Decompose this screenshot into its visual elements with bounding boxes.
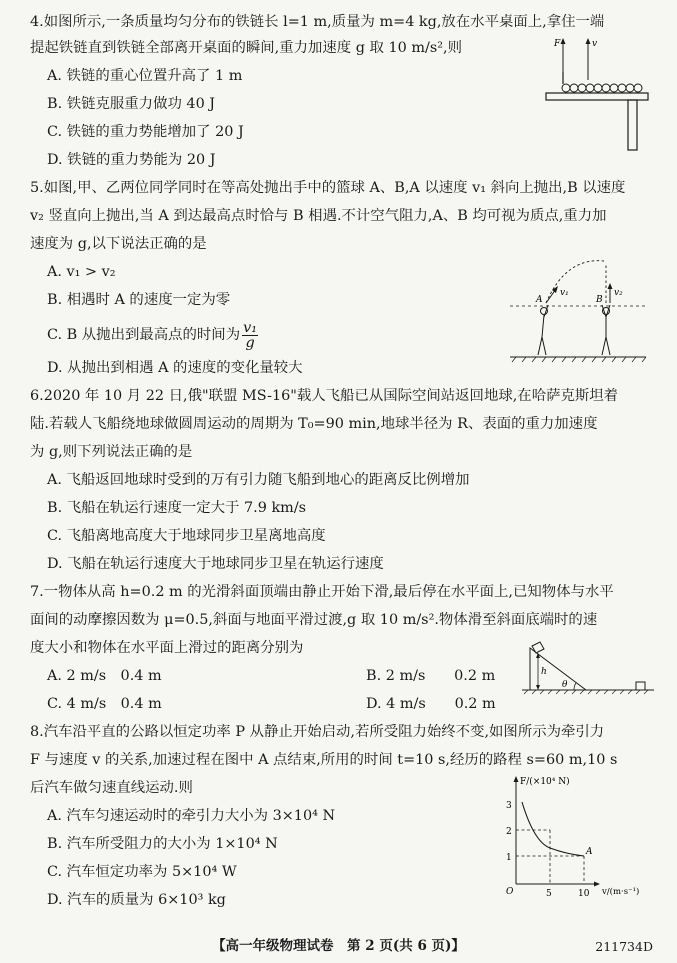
q4-stem-line1: 4.如图所示,一条质量均匀分布的铁链长 l=1 m,质量为 m=4 kg,放在水平桌面上,拿住一端 — [30, 14, 605, 30]
q7-stem-line1: 7.一物体从高 h=0.2 m 的光滑斜面顶端由静止开始下滑,最后停在水平面上,已知物体与水平 — [30, 584, 614, 600]
q6-option-b: B. 飞船在轨运行速度一定大于 7.9 km/s — [47, 500, 307, 516]
q8-option-c: C. 汽车恒定功率为 5×10⁴ W — [47, 864, 237, 880]
q7-figure-svg — [520, 640, 658, 696]
q5-basketball-figure — [506, 255, 656, 365]
q8-x-tick-5: 5 — [546, 889, 552, 898]
q4-velocity-arrowhead — [586, 38, 591, 44]
q5-v1-arrowhead — [552, 286, 558, 293]
q6-option-a: A. 飞船返回地球时受到的万有引力随飞船到地心的距离反比例增加 — [47, 472, 470, 488]
q5-option-a: A. v₁ > v₂ — [47, 264, 116, 280]
q8-guide-lines — [516, 830, 584, 884]
q4-option-a: A. 铁链的重心位置升高了 1 m — [47, 68, 243, 84]
q5-stem-line2: v₂ 竖直向上抛出,当 A 到达最高点时恰与 B 相遇.不计空气阻力,A、B 均可视为质点,重力加 — [30, 208, 607, 224]
q5-stem-line1: 5.如图,甲、乙两位同学同时在等高处抛出手中的篮球 A、B,A 以速度 v₁ 斜向上抛出,B 以速度 — [30, 180, 626, 196]
q8-stem-line1: 8.汽车沿平直的公路以恒定功率 P 从静止开始启动,若所受阻力始终不变,如图所示为牵引力 — [30, 724, 605, 740]
q6-option-d: D. 飞船在轨运行速度大于地球同步卫星在轨运行速度 — [47, 556, 384, 572]
q8-y-tick-2: 2 — [506, 827, 512, 837]
q7-label-h: h — [541, 667, 547, 677]
q6-stem-line3: 为 g,则下列说法正确的是 — [30, 444, 193, 460]
q7-option-d: D. 4 m/s 0.2 m — [366, 696, 496, 712]
q7-incline-figure — [520, 640, 658, 696]
q4-stem-line2: 提起铁链直到铁链全部离开桌面的瞬间,重力加速度 g 取 10 m/s²,则 — [30, 40, 462, 56]
q8-y-axis-arrow — [514, 776, 519, 782]
q7-height-arrow-bottom — [536, 685, 540, 690]
q8-curve — [522, 802, 584, 856]
q6-stem-line2: 陆.若载人飞船绕地球做圆周运动的周期为 T₀=90 min,地球半径为 R、表面的重力加速度 — [30, 416, 598, 432]
q4-chain — [562, 84, 642, 92]
q8-point-a-label: A — [586, 847, 593, 857]
q7-label-theta: θ — [562, 680, 568, 690]
q5-option-c-fraction — [242, 321, 258, 350]
q8-option-a: A. 汽车匀速运动时的牵引力大小为 3×10⁴ N — [47, 808, 336, 824]
q5-label-v2: v₂ — [614, 288, 623, 298]
q8-y-tick-1: 1 — [506, 853, 512, 863]
q5-label-v1: v₁ — [560, 288, 569, 298]
q4-option-c: C. 铁链的重力势能增加了 20 J — [47, 124, 244, 140]
q7-option-c: C. 4 m/s 0.4 m — [47, 696, 162, 712]
q7-stem-line2: 面间的动摩擦因数为 μ=0.5,斜面与地面平滑过渡,g 取 10 m/s².物体滑至斜面底端时的速 — [30, 612, 598, 628]
q5-stem-line3: 速度为 g,以下说法正确的是 — [30, 236, 207, 252]
q4-option-b: B. 铁链克服重力做功 40 J — [47, 96, 216, 112]
q8-origin-label: O — [506, 887, 514, 897]
q8-y-tick-3: 3 — [506, 801, 512, 811]
q4-figure-svg — [540, 32, 655, 154]
q8-option-b: B. 汽车所受阻力的大小为 1×10⁴ N — [47, 836, 278, 852]
q5-option-c — [47, 318, 260, 352]
q4-option-d: D. 铁链的重力势能为 20 J — [47, 152, 216, 168]
q5-ground-hatch — [512, 357, 646, 362]
q8-x-axis-arrow — [594, 882, 600, 887]
q6-stem-line1: 6.2020 年 10 月 22 日,俄"联盟 MS-16"载人飞船已从国际空间站返回地球,在哈萨克斯坦着 — [30, 388, 619, 404]
q8-y-axis-label: F/(×10⁴ N) — [520, 777, 570, 787]
q8-option-d: D. 汽车的质量为 6×10³ kg — [47, 892, 226, 908]
q4-table-top — [546, 93, 648, 100]
q7-stem-line3: 度大小和物体在水平面上滑过的距离分别为 — [30, 640, 304, 656]
q8-stem-line2: F 与速度 v 的关系,加速过程在图中 A 点结束,所用的时间 t=10 s,经历的路程 s=60 m,10 s — [30, 752, 618, 768]
q5-option-b: B. 相遇时 A 的速度一定为零 — [47, 292, 231, 308]
q4-table-leg — [628, 100, 637, 150]
q5-label-b: B — [596, 295, 603, 305]
q8-x-tick-10: 10 — [578, 889, 590, 898]
q8-stem-line3: 后汽车做匀速直线运动.则 — [30, 780, 193, 796]
q5-person-a — [538, 305, 548, 355]
q5-person-b — [602, 305, 610, 355]
q5-fraction-numerator: v₁ — [243, 319, 257, 336]
q4-force-arrowhead — [561, 38, 566, 44]
q5-label-a: A — [536, 295, 543, 305]
q5-v2-arrowhead — [608, 283, 613, 289]
q4-label-f: F — [554, 39, 561, 49]
q5-figure-svg — [506, 255, 656, 365]
q7-option-b: B. 2 m/s 0.2 m — [366, 668, 496, 684]
q7-stop-block — [636, 682, 645, 690]
q6-option-c: C. 飞船离地高度大于地球同步卫星离地高度 — [47, 528, 326, 544]
q7-ground-hatch — [524, 690, 648, 694]
q7-option-a: A. 2 m/s 0.4 m — [47, 668, 162, 684]
q7-angle-arc — [574, 683, 576, 690]
q8-force-velocity-graph — [496, 772, 666, 898]
q4-chain-table-figure — [540, 32, 655, 154]
page-footer: 【高一年级物理试卷 第 2 页(共 6 页)】 — [212, 938, 465, 954]
q5-option-d: D. 从抛出到相遇 A 的速度的变化量较大 — [47, 360, 303, 376]
q5-option-c-prefix: C. B 从抛出到最高点的时间为 — [47, 327, 241, 343]
q8-graph-svg — [496, 772, 666, 898]
q8-x-axis-label: v/(m·s⁻¹) — [602, 887, 640, 897]
q5-fraction-denominator: g — [245, 334, 255, 351]
q4-label-v: v — [592, 39, 598, 49]
exam-code: 211734D — [595, 939, 653, 954]
